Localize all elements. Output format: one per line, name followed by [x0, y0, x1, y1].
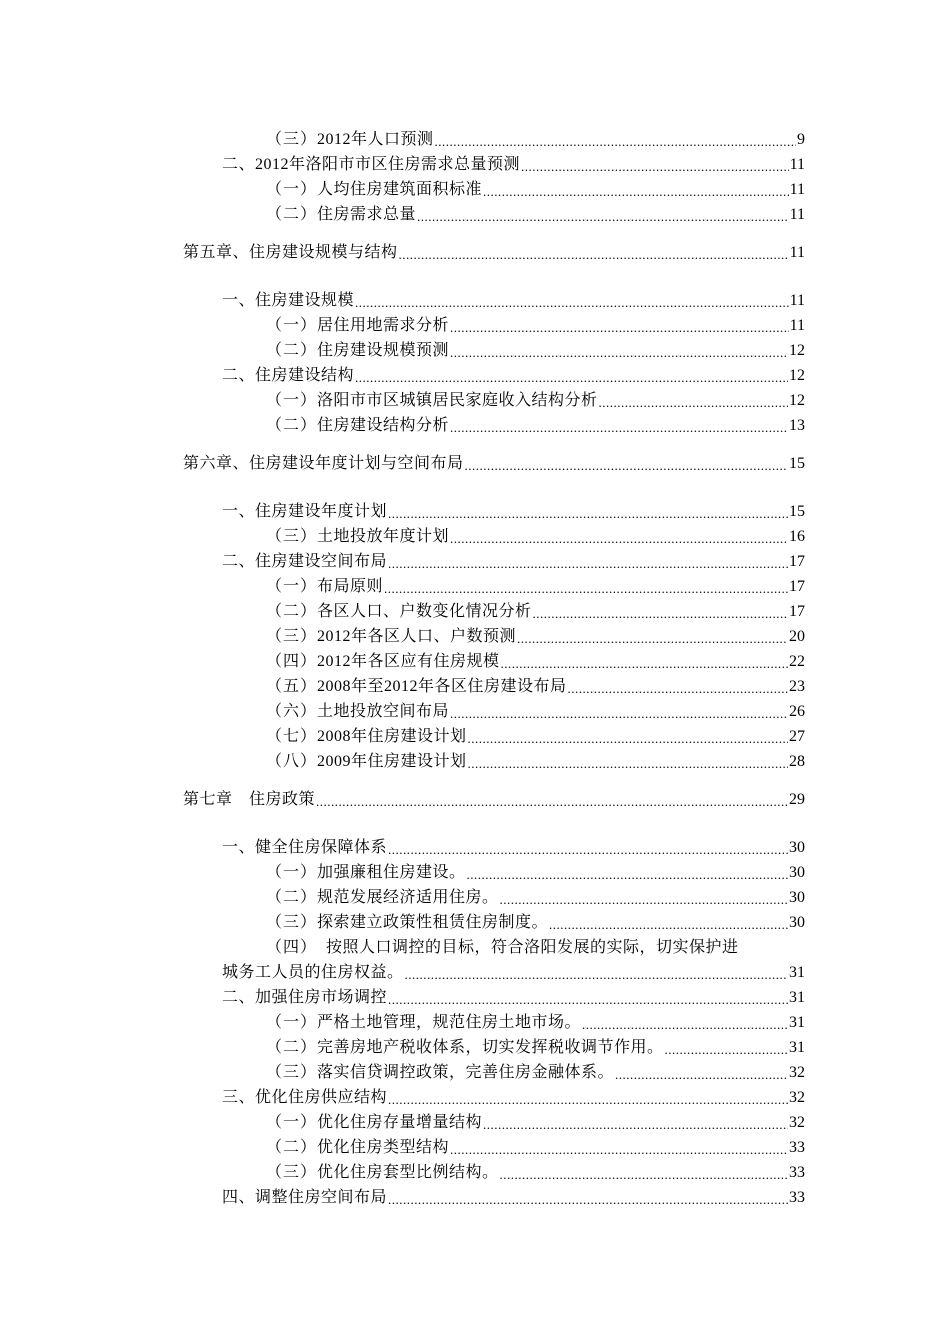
toc-leader: [665, 1042, 788, 1058]
toc-title: 第六章、住房建设年度计划与空间布局: [183, 455, 464, 472]
toc-leader: [417, 209, 789, 225]
toc-number: （四）: [266, 939, 318, 956]
toc-leader: [450, 345, 788, 361]
toc-title: 二、住房建设结构: [222, 367, 355, 384]
toc-title: 探索建立政策性租赁住房制度。: [317, 914, 549, 931]
toc-entry[interactable]: [266, 622, 805, 647]
toc-title: 土地投放年度计划: [317, 528, 450, 545]
toc-entry[interactable]: [266, 386, 805, 411]
toc-title: 各区人口、户数变化情况分析: [317, 603, 532, 620]
toc-entry[interactable]: [266, 747, 805, 772]
toc-entry[interactable]: [266, 1033, 805, 1058]
toc-page-number: 33: [789, 1164, 805, 1181]
toc-leader: [500, 892, 788, 908]
toc-entry[interactable]: [266, 1133, 805, 1158]
toc-number: （一）: [266, 317, 318, 334]
toc-page-number: 31: [789, 1039, 805, 1056]
toc-page-number: 32: [789, 1064, 805, 1081]
toc-entry[interactable]: [222, 547, 805, 572]
toc-page-number: 15: [789, 455, 805, 472]
toc-leader: [450, 420, 788, 436]
toc-title: 落实信贷调控政策，完善住房金融体系。: [317, 1064, 615, 1081]
toc-page-number: 15: [789, 503, 805, 520]
toc-leader: [388, 842, 788, 858]
toc-page-number: 20: [789, 628, 805, 645]
toc-page-number: 9: [797, 131, 805, 148]
toc-page-number: 13: [789, 417, 805, 434]
toc-leader: [316, 794, 788, 810]
toc-number: （八）: [266, 753, 318, 770]
toc-leader: [465, 458, 788, 474]
toc-title: 按照人口调控的目标，符合洛阳发展的实际，切实保护进: [326, 939, 739, 956]
toc-page-number: 33: [789, 1189, 805, 1206]
toc-number: （三）: [266, 131, 318, 148]
toc-leader: [599, 395, 788, 411]
toc-number: （二）: [266, 1139, 318, 1156]
toc-page-number: 28: [789, 753, 805, 770]
toc-entry-continuation[interactable]: [222, 958, 805, 983]
toc-page-number: 32: [789, 1114, 805, 1131]
toc-leader: [355, 370, 788, 386]
toc-leader: [384, 581, 788, 597]
toc-title: 完善房地产税收体系，切实发挥税收调节作用。: [317, 1039, 664, 1056]
toc-entry[interactable]: [266, 125, 805, 150]
toc-title: 布局原则: [317, 578, 384, 595]
toc-entry[interactable]: [222, 150, 805, 175]
toc-leader: [501, 656, 788, 672]
toc-title: 一、住房建设规模: [222, 292, 355, 309]
toc-title: 优化住房类型结构: [317, 1139, 450, 1156]
toc-entry[interactable]: [266, 175, 805, 200]
toc-leader: [483, 1117, 788, 1133]
toc-number: （一）: [266, 864, 318, 881]
toc-title: 土地投放空间布局: [317, 703, 450, 720]
toc-entry[interactable]: [222, 1183, 805, 1208]
toc-title: 2012年各区人口、户数预测: [317, 628, 517, 645]
toc-leader: [388, 1092, 788, 1108]
toc-chapter-entry[interactable]: [183, 238, 805, 263]
toc-leader: [388, 556, 788, 572]
toc-page-number: 33: [789, 1139, 805, 1156]
toc-number: （二）: [266, 889, 318, 906]
toc-entry[interactable]: [266, 1058, 805, 1083]
toc-entry[interactable]: [222, 983, 805, 1008]
toc-page-number: 17: [789, 553, 805, 570]
toc-title: 洛阳市市区城镇居民家庭收入结构分析: [317, 392, 598, 409]
toc-leader: [435, 134, 796, 150]
toc-number: （二）: [266, 206, 318, 223]
toc-number: （二）: [266, 1039, 318, 1056]
toc-page-number: 30: [789, 889, 805, 906]
toc-leader: [355, 295, 789, 311]
toc-page-number: 26: [789, 703, 805, 720]
toc-entry[interactable]: [266, 908, 805, 933]
toc-title: 三、优化住房供应结构: [222, 1089, 388, 1106]
toc-number: （一）: [266, 1114, 318, 1131]
toc-number: （一）: [266, 181, 318, 198]
toc-number: （三）: [266, 1064, 318, 1081]
toc-title: 第五章、住房建设规模与结构: [183, 244, 398, 261]
toc-leader: [582, 1017, 788, 1033]
toc-leader: [500, 1167, 788, 1183]
toc-page-number: 11: [789, 317, 805, 334]
toc-title: 严格土地管理，规范住房土地市场。: [317, 1014, 582, 1031]
toc-number: （五）: [266, 678, 318, 695]
toc-title: 住房建设结构分析: [317, 417, 450, 434]
toc-title: 二、2012年洛阳市市区住房需求总量预测: [222, 156, 521, 173]
toc-leader: [521, 159, 789, 175]
toc-leader: [549, 917, 788, 933]
toc-page-number: 31: [789, 964, 805, 981]
toc-page-number: 30: [789, 839, 805, 856]
toc-number: （一）: [266, 1014, 318, 1031]
toc-page-number: 16: [789, 528, 805, 545]
toc-page-number: 12: [789, 342, 805, 359]
toc-entry[interactable]: [266, 1158, 805, 1183]
toc-title: 四、调整住房空间布局: [222, 1189, 388, 1206]
toc-leader: [388, 992, 788, 1008]
toc-entry[interactable]: [266, 311, 805, 336]
toc-title: 一、健全住房保障体系: [222, 839, 388, 856]
toc-entry[interactable]: [266, 572, 805, 597]
toc-number: （二）: [266, 603, 318, 620]
toc-entry[interactable]: [222, 361, 805, 386]
toc-title: 第七章 住房政策: [183, 791, 316, 808]
toc-number: （二）: [266, 342, 318, 359]
toc-leader: [533, 606, 788, 622]
toc-title: 一、住房建设年度计划: [222, 503, 388, 520]
toc-page-number: 12: [789, 392, 805, 409]
toc-entry[interactable]: [266, 883, 805, 908]
toc-entry[interactable]: [266, 672, 805, 697]
toc-leader: [388, 506, 788, 522]
toc-leader: [615, 1067, 788, 1083]
toc-leader: [568, 681, 788, 697]
toc-entry[interactable]: [266, 1108, 805, 1133]
toc-page-number: 22: [789, 653, 805, 670]
toc-entry[interactable]: [222, 833, 805, 858]
toc-entry[interactable]: [266, 858, 805, 883]
toc-leader: [450, 320, 789, 336]
toc-number: （二）: [266, 417, 318, 434]
toc-number: （六）: [266, 703, 318, 720]
toc-page-number: 23: [789, 678, 805, 695]
toc-page-number: 30: [789, 864, 805, 881]
toc-leader: [399, 247, 789, 263]
toc-number: （四）: [266, 653, 318, 670]
toc-page-number: 17: [789, 603, 805, 620]
toc-entry[interactable]: [266, 336, 805, 361]
toc-entry[interactable]: [266, 722, 805, 747]
toc-entry[interactable]: [266, 697, 805, 722]
toc-entry[interactable]: [266, 647, 805, 672]
toc-page-number: 11: [789, 206, 805, 223]
toc-leader: [483, 184, 789, 200]
toc-page-number: 11: [789, 292, 805, 309]
toc-page-number: 11: [789, 244, 805, 261]
toc-leader: [388, 1192, 788, 1208]
toc-leader: [468, 731, 788, 747]
toc-title: 2009年住房建设计划: [317, 753, 467, 770]
toc-entry[interactable]: [222, 1083, 805, 1108]
toc-number: （三）: [266, 628, 318, 645]
toc-page-number: 27: [789, 728, 805, 745]
toc-title: 规范发展经济适用住房。: [317, 889, 499, 906]
toc-title: 2012年各区应有住房规模: [317, 653, 500, 670]
toc-number: （一）: [266, 392, 318, 409]
toc-title: 加强廉租住房建设。: [317, 864, 466, 881]
toc-number: （七）: [266, 728, 318, 745]
toc-leader: [468, 756, 788, 772]
toc-page-number: 29: [789, 791, 805, 808]
toc-leader: [467, 867, 788, 883]
toc-page-number: 31: [789, 989, 805, 1006]
toc-title: 二、住房建设空间布局: [222, 553, 388, 570]
toc-number: （三）: [266, 914, 318, 931]
toc-title: 2008年住房建设计划: [317, 728, 467, 745]
toc-title: 优化住房套型比例结构。: [317, 1164, 499, 1181]
toc-number: （三）: [266, 528, 318, 545]
toc-page-number: 31: [789, 1014, 805, 1031]
toc-entry[interactable]: [266, 933, 805, 958]
toc-entry[interactable]: [266, 200, 805, 225]
toc-leader: [450, 706, 788, 722]
toc-title: 2012年人口预测: [317, 131, 434, 148]
toc-page-number: 17: [789, 578, 805, 595]
toc-title: 城务工人员的住房权益。: [222, 964, 404, 981]
toc-title: 人均住房建筑面积标准: [317, 181, 483, 198]
toc-number: （一）: [266, 578, 318, 595]
toc-title: 2008年至2012年各区住房建设布局: [317, 678, 567, 695]
toc-entry[interactable]: [266, 1008, 805, 1033]
toc-number: （三）: [266, 1164, 318, 1181]
toc-entry[interactable]: [266, 522, 805, 547]
toc-page-number: 32: [789, 1089, 805, 1106]
toc-page-number: 11: [789, 156, 805, 173]
toc-page-number: 30: [789, 914, 805, 931]
toc-title: 二、加强住房市场调控: [222, 989, 388, 1006]
toc-leader: [405, 967, 788, 983]
toc-title: 住房建设规模预测: [317, 342, 450, 359]
toc-entry[interactable]: [266, 411, 805, 436]
toc-title: 居住用地需求分析: [317, 317, 450, 334]
toc-leader: [450, 1142, 788, 1158]
toc-page-number: 12: [789, 367, 805, 384]
toc-entry[interactable]: [222, 286, 805, 311]
toc-title: 优化住房存量增量结构: [317, 1114, 483, 1131]
toc-chapter-entry[interactable]: [183, 785, 805, 810]
toc-chapter-entry[interactable]: [183, 449, 805, 474]
toc-page-number: 11: [789, 181, 805, 198]
toc-entry[interactable]: [266, 597, 805, 622]
toc-title: 住房需求总量: [317, 206, 417, 223]
toc-leader: [450, 531, 788, 547]
toc-entry[interactable]: [222, 497, 805, 522]
toc-leader: [517, 631, 788, 647]
